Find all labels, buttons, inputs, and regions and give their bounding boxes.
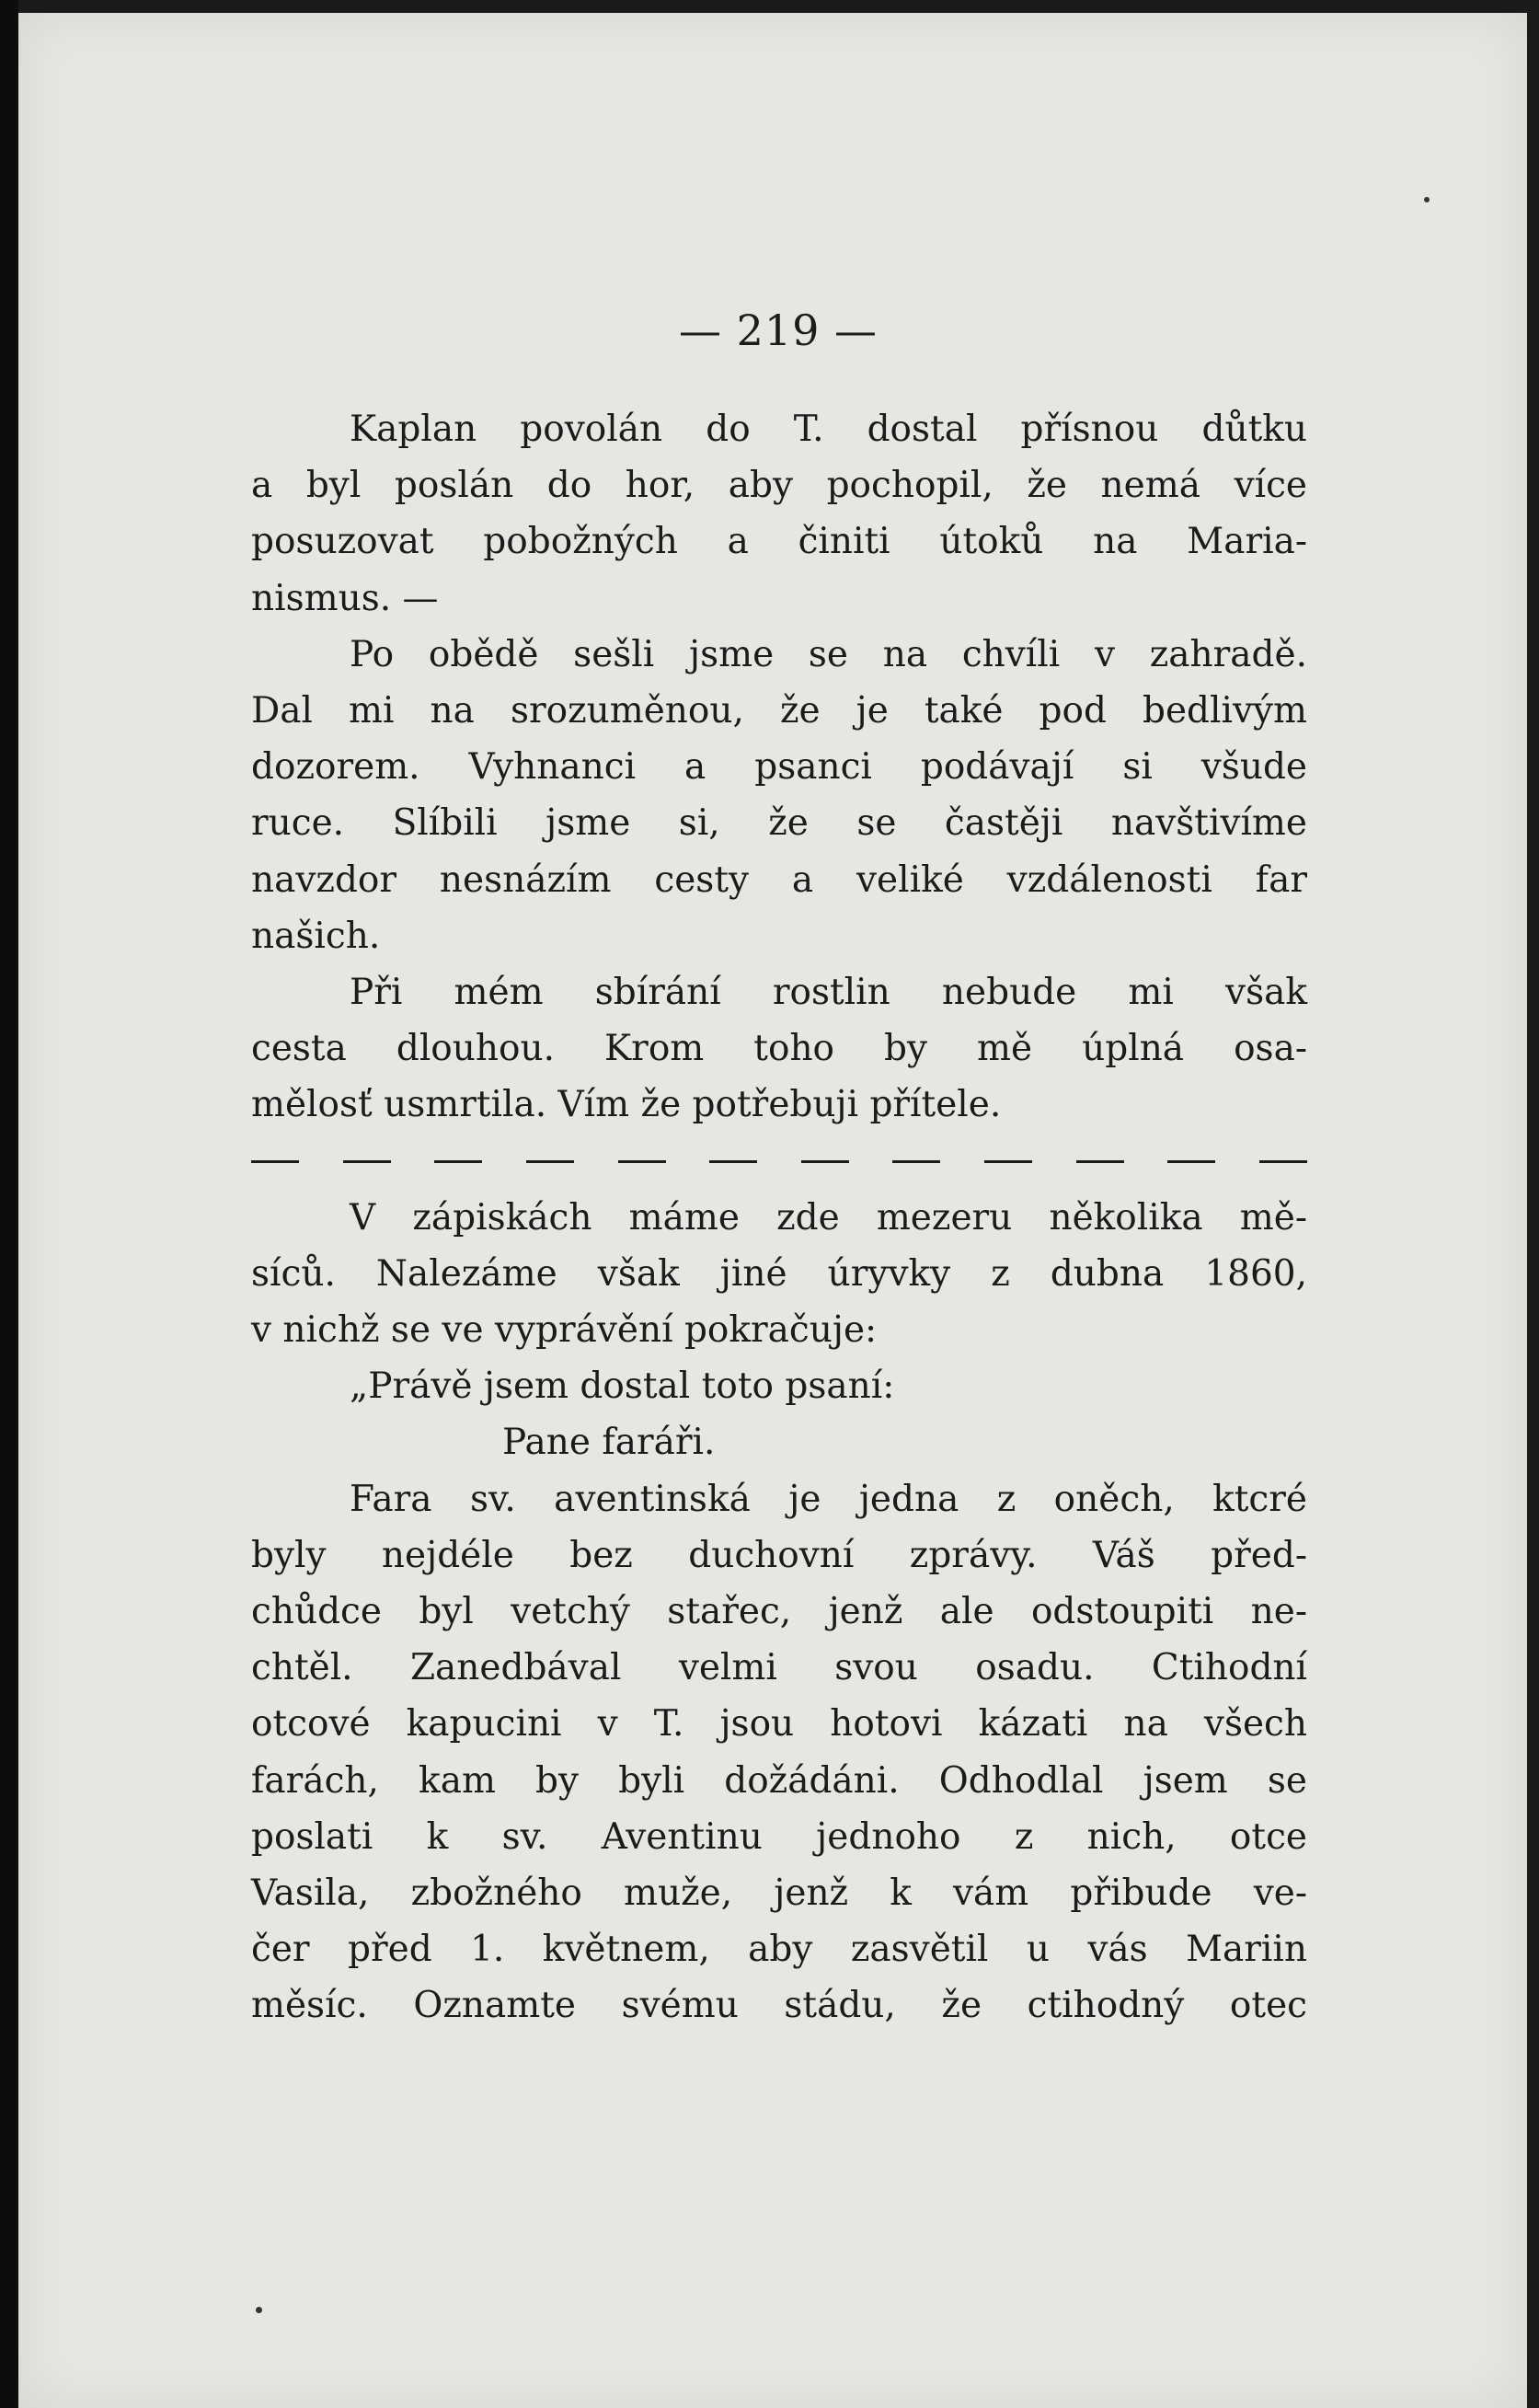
text-line: čer před 1. květnem, aby zasvětil u vás Mariin bbox=[251, 1929, 1307, 1971]
page-number: — 219 — bbox=[678, 305, 879, 355]
text-line: Pane faráři. bbox=[502, 1422, 716, 1464]
text-line: nismus. — bbox=[251, 577, 439, 619]
text-line: dozorem. Vyhnanci a psanci podávají si všude bbox=[251, 746, 1307, 789]
separator-dash bbox=[892, 1160, 940, 1163]
text-line: a byl poslán do hor, aby pochopil, že nemá více bbox=[251, 465, 1307, 507]
text-line: otcové kapucini v T. jsou hotovi kázati na všech bbox=[251, 1703, 1307, 1746]
text-line: farách, kam by byli dožádáni. Odhodlal jsem se bbox=[251, 1759, 1307, 1802]
paper-speck bbox=[1424, 197, 1430, 202]
text-line: ruce. Slíbili jsme si, že se častěji navštivíme bbox=[251, 802, 1307, 845]
separator-dash bbox=[1259, 1160, 1307, 1163]
text-line: našich. bbox=[251, 915, 381, 957]
text-line: Po obědě sešli jsme se na chvíli v zahradě. bbox=[350, 633, 1307, 675]
text-line: měsíc. Oznamte svému stádu, že ctihodný otec bbox=[251, 1985, 1307, 2027]
text-line: „Právě jsem dostal toto psaní: bbox=[350, 1365, 895, 1408]
separator-dash bbox=[984, 1160, 1032, 1163]
separator-dash bbox=[1167, 1160, 1215, 1163]
text-line: Vasila, zbožného muže, jenž k vám přibude ve- bbox=[251, 1872, 1307, 1914]
separator-dash bbox=[526, 1160, 574, 1163]
separator-dash bbox=[343, 1160, 391, 1163]
paper-speck bbox=[256, 2307, 262, 2313]
text-line: v nichž se ve vyprávění pokračuje: bbox=[251, 1309, 878, 1351]
body-text bbox=[251, 401, 1307, 2034]
book-spine-edge bbox=[0, 0, 18, 2408]
separator-dash bbox=[709, 1160, 757, 1163]
text-line: Fara sv. aventinská je jedna z oněch, ktcré bbox=[350, 1478, 1307, 1520]
text-line: mělosť usmrtila. Vím že potřebuji přítele. bbox=[251, 1084, 1002, 1126]
text-line: chtěl. Zanedbával velmi svou osadu. Ctihodní bbox=[251, 1647, 1307, 1689]
text-line: Při mém sbírání rostlin nebude mi však bbox=[350, 971, 1307, 1013]
text-line: posuzovat pobožných a činiti útoků na Maria- bbox=[251, 521, 1307, 563]
text-line: byly nejdéle bez duchovní zprávy. Váš před- bbox=[251, 1534, 1307, 1576]
separator-dash bbox=[801, 1160, 849, 1163]
section-separator bbox=[251, 1133, 1307, 1189]
book-page bbox=[18, 13, 1527, 2408]
text-line: cesta dlouhou. Krom toho by mě úplná osa- bbox=[251, 1028, 1307, 1070]
text-line: navzdor nesnázím cesty a veliké vzdálenosti far bbox=[251, 858, 1307, 901]
text-line: síců. Nalezáme však jiné úryvky z dubna 1860, bbox=[251, 1252, 1307, 1295]
separator-dash bbox=[618, 1160, 666, 1163]
text-line: Dal mi na srozuměnou, že je také pod bedlivým bbox=[251, 689, 1307, 732]
text-line: poslati k sv. Aventinu jednoho z nich, otce bbox=[251, 1815, 1307, 1858]
text-line: Kaplan povolán do T. dostal přísnou důtku bbox=[350, 409, 1307, 450]
separator-dash bbox=[251, 1160, 299, 1163]
text-line: V zápiskách máme zde mezeru několika mě- bbox=[350, 1196, 1307, 1239]
separator-dash bbox=[1076, 1160, 1124, 1163]
separator-dash bbox=[434, 1160, 482, 1163]
text-line: chůdce byl vetchý stařec, jenž ale odstoupiti ne- bbox=[251, 1590, 1307, 1632]
